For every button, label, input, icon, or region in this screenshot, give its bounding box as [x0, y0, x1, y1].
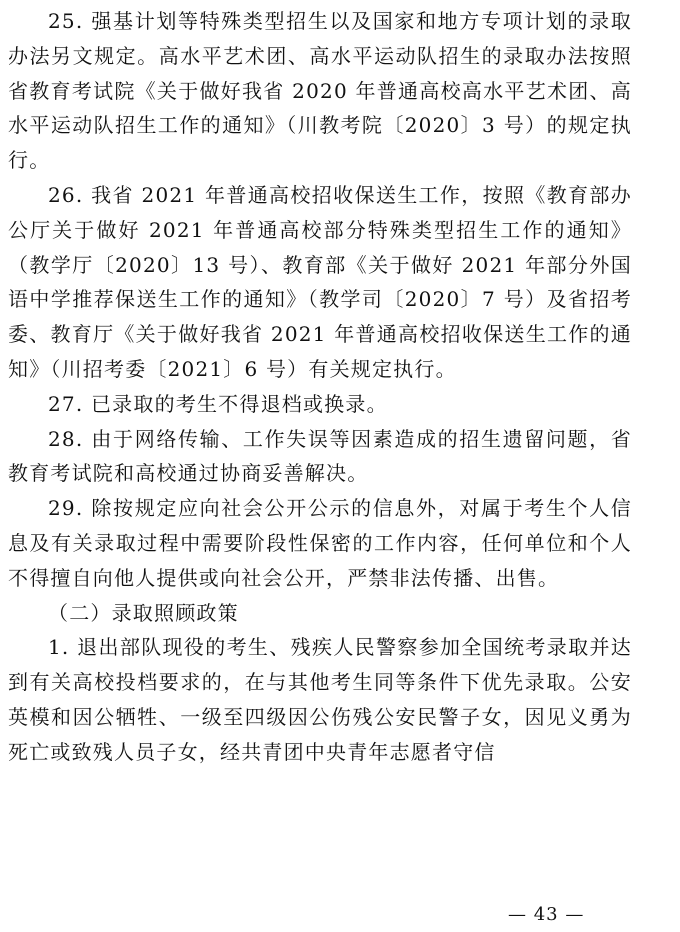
document-body	[8, 4, 632, 770]
paragraph-1: 1. 退出部队现役的考生、残疾人民警察参加全国统考录取并达到有关高校投档要求的，在与其他考生同等条件下优先录取。公安英模和因公牺牲、一级至四级因公伤残公安民警子女，因见义勇为死亡或致残人员子女，经共青团中央青年志愿者守信	[8, 635, 632, 764]
section-heading: （二）录取照顾政策	[48, 600, 239, 625]
page-number: — 43 —	[508, 904, 585, 925]
paragraph-28: 28. 由于网络传输、工作失误等因素造成的招生遗留问题，省教育考试院和高校通过协商妥善解决。	[8, 426, 632, 486]
paragraph-29: 29. 除按规定应向社会公开公示的信息外，对属于考生个人信息及有关录取过程中需要阶段性保密的工作内容，任何单位和个人不得擅自向他人提供或向社会公开，严禁非法传播、出售。	[8, 496, 632, 590]
paragraph-26: 26. 我省 2021 年普通高校招收保送生工作，按照《教育部办公厅关于做好 2021 年普通高校部分特殊类型招生工作的通知》（教学厅〔2020〕13 号）、教育部《关于做好 2021 年部分外国语中学推荐保送生工作的通知》（教学司〔2020〕7 号）及省招考委、教育厅《关于做好我省 2021 年普通高校招收保送生工作的通知》（川招考委〔2021〕6 号）有关规定执行。	[8, 182, 632, 381]
paragraph-25: 25. 强基计划等特殊类型招生以及国家和地方专项计划的录取办法另文规定。高水平艺术团、高水平运动队招生的录取办法按照省教育考试院《关于做好我省 2020 年普通高校高水平艺术团、高水平运动队招生工作的通知》（川教考院〔2020〕3 号）的规定执行。	[8, 9, 632, 173]
paragraph-27: 27. 已录取的考生不得退档或换录。	[48, 391, 388, 416]
